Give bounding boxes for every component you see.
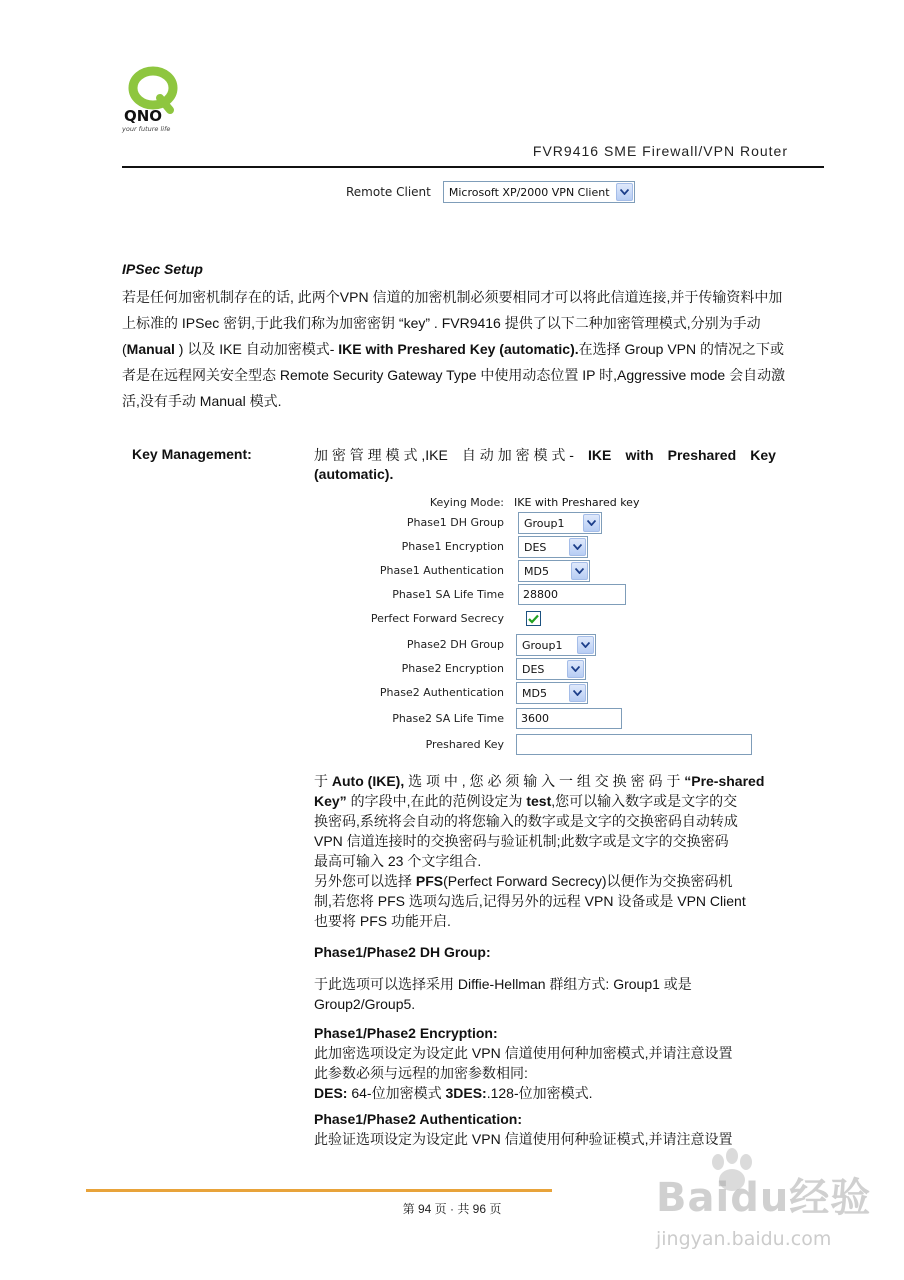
phase1-sa-life-input[interactable] (518, 584, 626, 605)
phase2-dh-row (314, 634, 774, 658)
km-term: IKE (588, 447, 612, 463)
auto-ike-paragraph (314, 771, 776, 931)
footer-divider (86, 1189, 552, 1192)
phase1-dh-select[interactable] (518, 512, 602, 534)
phase1-encryption-row (314, 536, 774, 560)
authentication-line: 此验证选项设定为设定此 VPN 信道使用何种验证模式,并请注意设置 (314, 1131, 733, 1147)
dh-group-description (314, 974, 776, 1014)
chevron-down-icon (571, 562, 588, 580)
intro-line (122, 336, 852, 362)
km-term: (automatic). (314, 466, 394, 482)
encryption-text: .128-位加密模式. (486, 1085, 593, 1101)
auto-ike-line: VPN 信道连接时的交换密码与验证机制;此数字或是文字的交换密码 (314, 833, 729, 849)
keying-mode-value: IKE with Preshared key (514, 496, 640, 509)
ipsec-intro-paragraph (122, 284, 852, 414)
des-term: DES: (314, 1085, 348, 1101)
header-divider (122, 166, 824, 168)
authentication-heading: Phase1/Phase2 Authentication: (314, 1111, 522, 1127)
chevron-down-icon (616, 183, 633, 201)
qno-logo (120, 64, 190, 134)
auto-ike-text: 于 (314, 773, 328, 789)
auto-ike-text: 选 项 中 , 您 必 须 输 入 一 组 交 换 密 码 于 (408, 773, 681, 789)
intro-line: 活,没有手动 Manual 模式. (122, 393, 282, 409)
auto-ike-term: “Pre-shared (684, 773, 765, 789)
phase2-encryption-label: Phase2 Encryption (401, 662, 504, 675)
auto-ike-line (314, 771, 776, 791)
chevron-down-icon (569, 684, 586, 702)
remote-client-select[interactable] (443, 181, 635, 203)
phase1-encryption-label: Phase1 Encryption (401, 540, 504, 553)
dh-group-line: 于此选项可以选择采用 Diffie-Hellman 群组方式: Group1 或是 (314, 976, 692, 992)
pfs-checkbox[interactable] (526, 611, 541, 626)
encryption-section (314, 1023, 776, 1103)
encryption-line: 此加密选项设定为设定此 VPN 信道使用何种加密模式,并请注意设置 (314, 1045, 733, 1061)
pfs-row (314, 608, 774, 632)
km-text: 自 动 加 密 模 式 - (461, 447, 574, 463)
phase2-encryption-select[interactable] (516, 658, 586, 680)
phase1-dh-label: Phase1 DH Group (406, 516, 504, 529)
phase2-dh-value: Group1 (522, 638, 563, 652)
dh-group-heading: Phase1/Phase2 DH Group: (314, 944, 491, 960)
phase1-dh-value: Group1 (524, 516, 565, 530)
intro-text: ( (122, 341, 127, 357)
km-desc-line (314, 465, 776, 484)
chevron-down-icon (583, 514, 600, 532)
auto-ike-term: Auto (IKE), (331, 773, 405, 789)
auto-ike-text: 另外您可以选择 (314, 873, 416, 889)
intro-line: 者是在远程网关安全型态 Remote Security Gateway Type 中使用动态位置 IP 时,Aggressive mode 会自动激 (122, 367, 786, 383)
auto-ike-text: (Perfect Forward Secrecy)以便作为交换密码机 (443, 873, 733, 889)
phase1-authentication-row (314, 560, 774, 584)
ike-term: IKE with Preshared Key (automatic). (338, 341, 579, 357)
auto-ike-text: 的字段中,在此的范例设定为 (346, 793, 527, 809)
page-number: 第 94 页 · 共 96 页 (402, 1202, 502, 1216)
phase2-authentication-value: MD5 (522, 686, 547, 700)
encryption-line: 此参数必须与远程的加密参数相同: (314, 1065, 528, 1081)
phase2-sa-life-label: Phase2 SA Life Time (392, 712, 504, 725)
auto-ike-line (314, 871, 776, 891)
phase2-authentication-label: Phase2 Authentication (379, 686, 504, 699)
watermark-main-text: Baidu经验 (656, 1175, 872, 1221)
phase2-authentication-select[interactable] (516, 682, 588, 704)
manual-term: Manual (126, 341, 175, 357)
auto-ike-term: test (526, 793, 552, 809)
km-desc-line (314, 446, 776, 465)
pfs-label: Perfect Forward Secrecy (370, 612, 504, 625)
km-term: Key (750, 447, 776, 463)
intro-text: 在选择 Group VPN 的情况之下或 (578, 341, 785, 357)
phase1-encryption-select[interactable] (518, 536, 588, 558)
phase2-sa-life-row (314, 708, 774, 732)
3des-term: 3DES: (445, 1085, 487, 1101)
authentication-section (314, 1109, 776, 1149)
preshared-key-input[interactable] (516, 734, 752, 755)
phase1-sa-life-label: Phase1 SA Life Time (392, 588, 504, 601)
phase1-encryption-value: DES (524, 540, 547, 554)
logo-text: QNO (124, 107, 163, 125)
auto-ike-line: 也要将 PFS 功能开启. (314, 913, 451, 929)
phase2-encryption-row (314, 658, 774, 682)
phase2-dh-select[interactable] (516, 634, 596, 656)
auto-ike-line: 换密码,系统将会自动的将您输入的数字或是文字的交换密码自动转成 (314, 813, 738, 829)
auto-ike-text: ,您可以输入数字或是文字的交 (551, 793, 738, 809)
document-title: FVR9416 SME Firewall/VPN Router (532, 143, 788, 159)
encryption-text: 64-位加密模式 (347, 1085, 446, 1101)
phase2-encryption-value: DES (522, 662, 545, 676)
chevron-down-icon (569, 538, 586, 556)
phase1-authentication-select[interactable] (518, 560, 590, 582)
phase1-dh-row (314, 512, 774, 536)
chevron-down-icon (577, 636, 594, 654)
preshared-key-label: Preshared Key (425, 738, 504, 751)
km-term: Preshared (667, 447, 737, 463)
preshared-key-row (314, 734, 774, 758)
phase2-authentication-row (314, 682, 774, 706)
remote-client-label: Remote Client (346, 185, 431, 199)
intro-line: 上标准的 IPSec 密钥,于此我们称为加密密钥 “key” . FVR9416 提供了以下二种加密管理模式,分别为手动 (122, 315, 761, 331)
auto-ike-line: 制,若您将 PFS 选项勾选后,记得另外的远程 VPN 设备或是 VPN Client (314, 893, 746, 909)
auto-ike-line: 最高可输入 23 个文字组合. (314, 853, 482, 869)
auto-ike-line (314, 791, 776, 811)
phase1-sa-life-row (314, 584, 774, 608)
key-management-label: Key Management: (132, 446, 252, 462)
encryption-heading: Phase1/Phase2 Encryption: (314, 1025, 498, 1041)
km-text: 加 密 管 理 模 式 ,IKE (314, 447, 448, 463)
baidu-watermark (634, 1150, 872, 1270)
auto-ike-term: Key” (314, 793, 347, 809)
keying-mode-label: Keying Mode: (429, 496, 504, 509)
chevron-down-icon (567, 660, 584, 678)
remote-client-value: Microsoft XP/2000 VPN Client (448, 185, 610, 199)
ipsec-setup-heading: IPSec Setup (122, 261, 203, 277)
logo-tagline: your future life (122, 125, 171, 133)
phase1-authentication-label: Phase1 Authentication (379, 564, 504, 577)
pfs-term: PFS (415, 873, 444, 889)
phase1-authentication-value: MD5 (524, 564, 549, 578)
qno-logo-mark (120, 64, 190, 134)
km-term: with (625, 447, 654, 463)
checkmark-icon (528, 614, 539, 624)
key-management-description (314, 446, 776, 484)
intro-line: 若是任何加密机制存在的话, 此两个VPN 信道的加密机制必须要相同才可以将此信道连接,并于传输资料中加 (122, 289, 783, 305)
phase2-dh-label: Phase2 DH Group (406, 638, 504, 651)
phase2-sa-life-input[interactable] (516, 708, 622, 729)
dh-group-section (314, 942, 776, 962)
remote-client-row (346, 181, 635, 203)
intro-text: ) 以及 IKE 自动加密模式- (174, 341, 339, 357)
encryption-line (314, 1083, 776, 1103)
watermark-url: jingyan.baidu.com (656, 1228, 832, 1250)
dh-group-line: Group2/Group5. (314, 996, 416, 1012)
